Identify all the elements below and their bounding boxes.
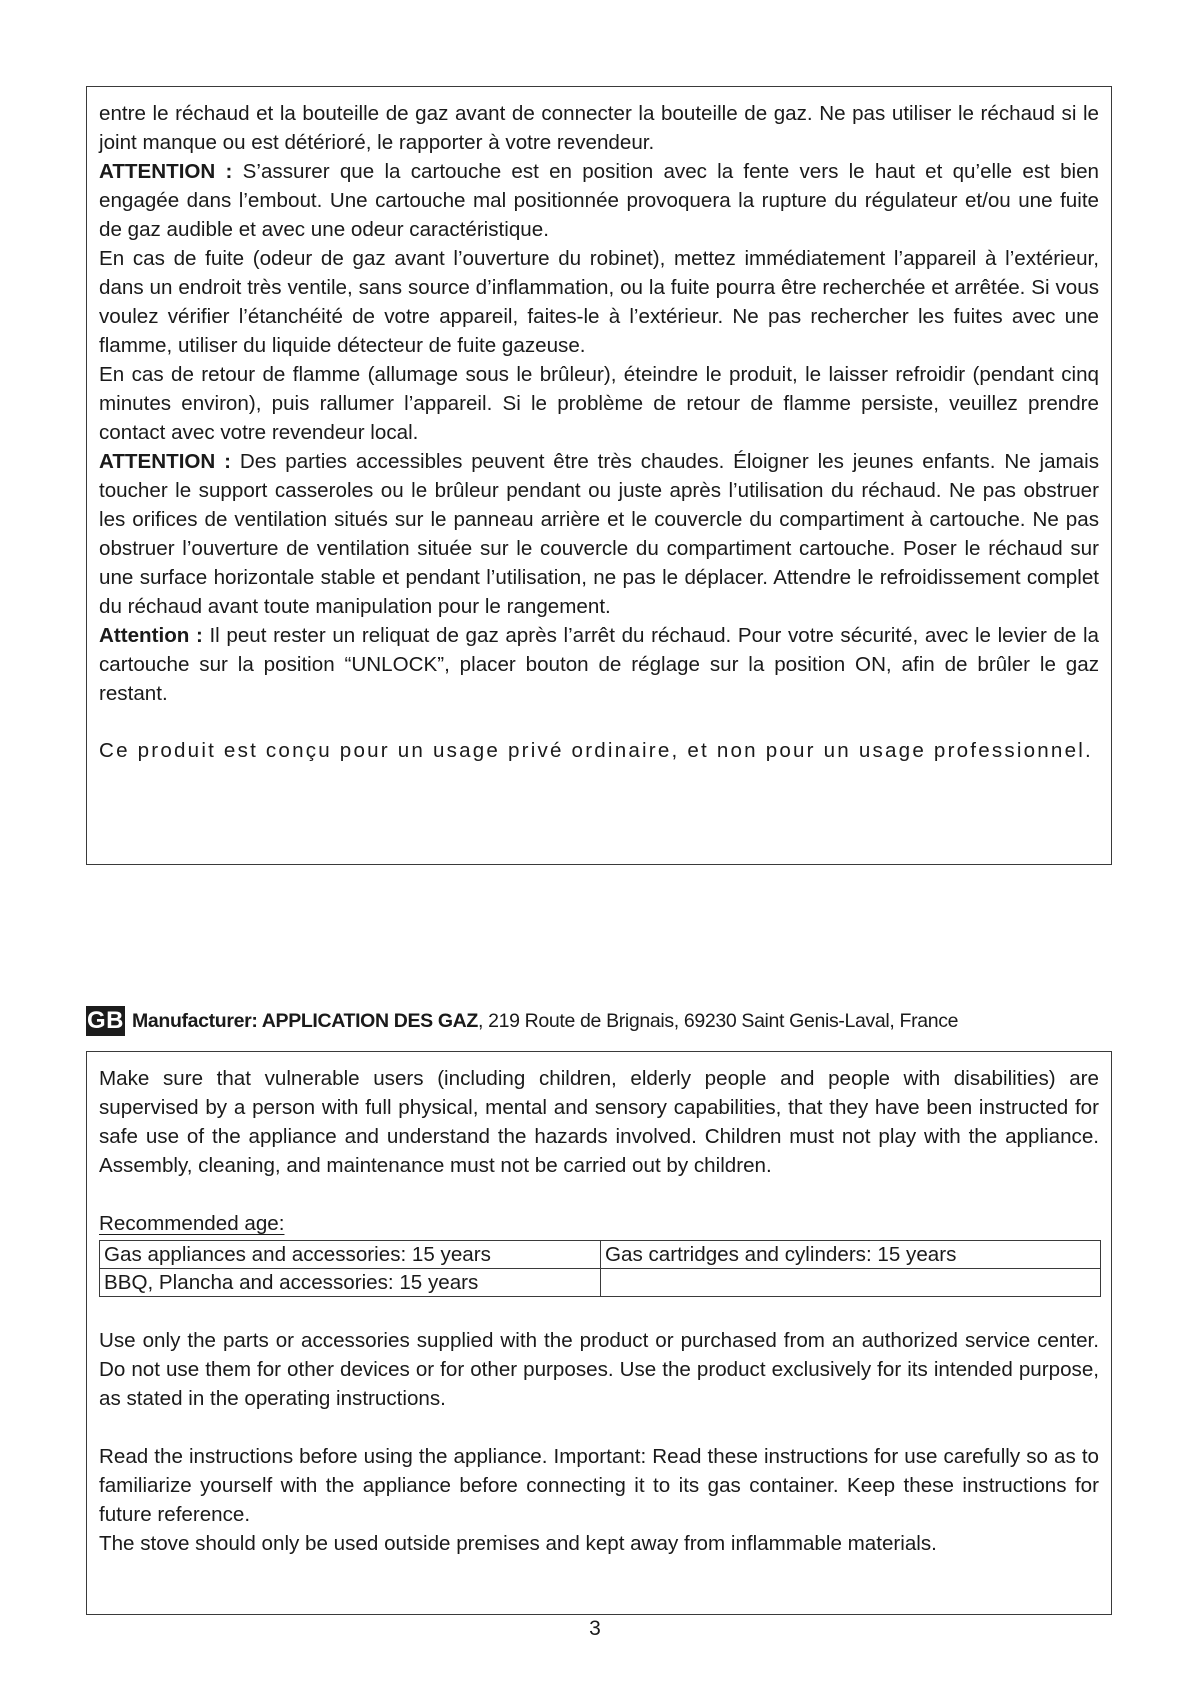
gb-language-badge: GB [87,1007,124,1034]
table-row [100,1269,1101,1297]
fr-paragraph-seal: entre le réchaud et la bouteille de gaz avant de connecter la bouteille de gaz. Ne pas utiliser le réchaud si le joint manque ou est détérioré, le rapporter à votre revendeur. [99,102,1099,154]
en-paragraph-parts: Use only the parts or accessories supplied with the product or purchased from an authorized service center. Do not use them for other devices or for other purposes. Use the product exclusively for its intended purpose, as stated in the operating instructions. [99,1329,1099,1410]
fr-paragraph-flashback: En cas de retour de flamme (allumage sous le brûleur), éteindre le produit, le laisser refroidir (pendant cinq minutes environ), puis rallumer l’appareil. Si le problème de retour de flamme persiste, veuillez prendre contact avec votre revendeur local. [99,363,1099,444]
fr-paragraph-cartridge-warning: ATTENTION : S’assurer que la cartouche est en position avec la fente vers le haut et qu’elle est bien engagée dans l’embout. Une cartouche mal positionnée provoquera la rupture du régulateur et/ou une fuite de gaz audible et avec une odeur caractéristique. [99,160,1100,241]
table-row [100,1241,1101,1269]
table-cell: Gas cartridges and cylinders: 15 years [601,1241,1101,1269]
table-cell: BBQ, Plancha and accessories: 15 years [100,1269,601,1297]
en-paragraph-vulnerable-users: Make sure that vulnerable users (including children, elderly people and people with disabilities) are supervised by a person with full physical, mental and sensory capabilities, that they have been instructed for safe use of the appliance and understand the hazards involved. Children must not play with the appliance. Assembly, cleaning, and maintenance must not be carried out by children. [99,1067,1099,1177]
recommended-age-table [99,1240,1101,1297]
fr-paragraph-residual-gas: Attention : Il peut rester un reliquat de gaz après l’arrêt du réchaud. Pour votre sécurité, avec le levier de la cartouche sur la position “UNLOCK”, placer bouton de réglage sur la position ON, afin de brûler le gaz restant. [99,624,1099,705]
en-paragraph-read-instructions: Read the instructions before using the appliance. Important: Read these instructions for use carefully so as to familiarize yourself with the appliance before connecting it to its gas container. Keep these instructions for future reference. [99,1445,1099,1526]
manufacturer-line [132,1010,958,1033]
french-instructions-box [86,86,1112,865]
table-cell: Gas appliances and accessories: 15 years [100,1241,601,1269]
fr-paragraph-hot-parts: ATTENTION : Des parties accessibles peuvent être très chaudes. Éloigner les jeunes enfants. Ne jamais toucher le support casseroles ou le brûleur pendant ou juste après l’utilisation du réchaud. Ne pas obstruer les orifices de ventilation situés sur le panneau arrière et le couvercle du compartiment à cartouche. Ne pas obstruer l’ouverture de ventilation située sur le couvercle du compartiment cartouche. Poser le réchaud sur une surface horizontale stable et pendant l’utilisation, ne pas le déplacer. Attendre le refroidissement complet du réchaud avant toute manipulation pour le rangement. [99,450,1099,618]
fr-paragraph-leak: En cas de fuite (odeur de gaz avant l’ouverture du robinet), mettez immédiatement l’appareil à l’extérieur, dans un endroit très ventile, sans source d’inflammation, ou la fuite pourra être recherchée et arrêtée. Si vous voulez vérifier l’étanchéité de votre appareil, faites-le à l’extérieur. Ne pas rechercher les fuites avec une flamme, utiliser du liquide détecteur de fuite gazeuse. [99,247,1099,357]
warning-label: ATTENTION : [99,160,233,183]
gb-manufacturer-header [86,1006,1116,1036]
english-instructions-box [86,1051,1112,1615]
page-number: 3 [589,1617,601,1640]
table-cell [601,1269,1101,1297]
manufacturer-address: , 219 Route de Brignais, 69230 Saint Genis-Laval, France [477,1009,959,1032]
recommended-age-heading: Recommended age: [99,1212,285,1235]
manufacturer-name: Manufacturer: APPLICATION DES GAZ [132,1009,478,1032]
warning-label: Attention : [99,624,203,647]
fr-paragraph-private-use: Ce produit est conçu pour un usage privé ordinaire, et non pour un usage professionnel. [99,739,1093,762]
warning-label: ATTENTION : [99,450,231,473]
en-paragraph-outdoor-use: The stove should only be used outside premises and kept away from inflammable materials. [99,1532,937,1555]
